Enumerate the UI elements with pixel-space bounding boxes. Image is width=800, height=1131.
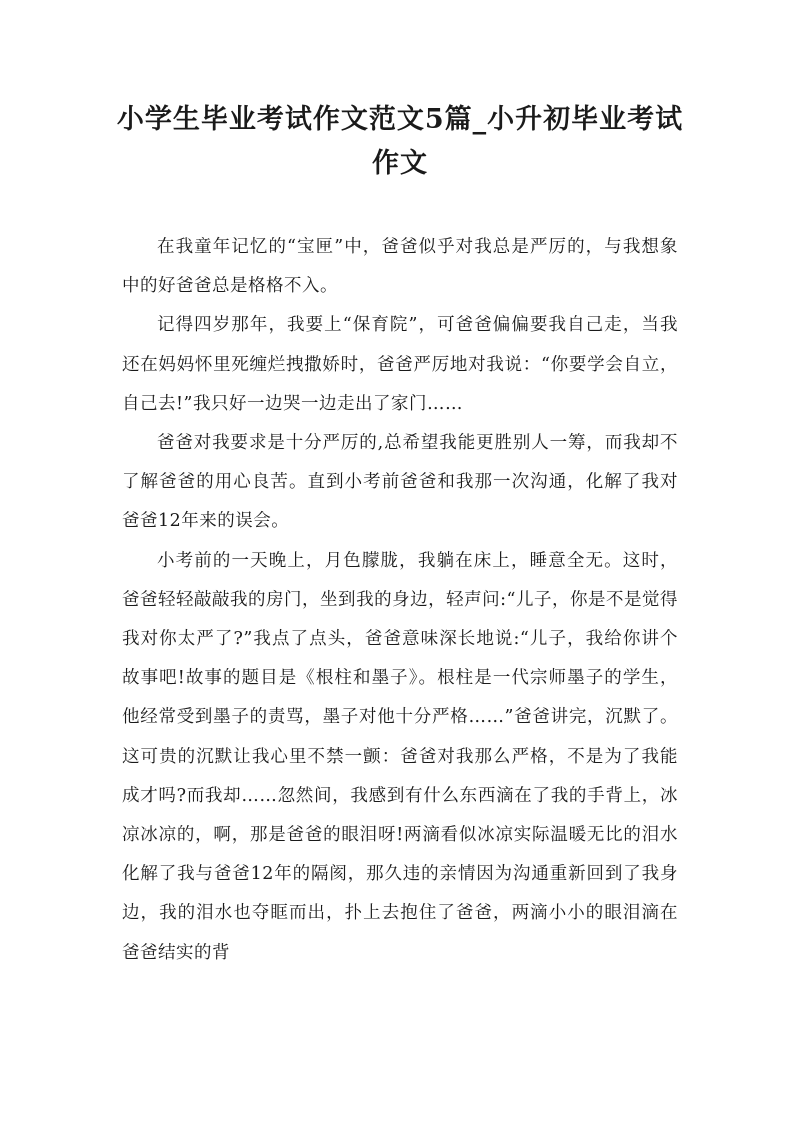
paragraph-3: 爸爸对我要求是十分严厉的,总希望我能更胜别人一筹，而我却不了解爸爸的用心良苦。直到小考前爸爸和我那一次沟通，化解了我对爸爸12年来的误会。 [122,433,678,532]
paragraph-2: 记得四岁那年，我要上“保育院”，可爸爸偏偏要我自己走，当我还在妈妈怀里死缠烂拽撒娇时，爸爸严厉地对我说：“你要学会自立，自己去!”我只好一边哭一边走出了家门…… [122,315,678,414]
paragraph-4: 小考前的一天晚上，月色朦胧，我躺在床上，睡意全无。这时，爸爸轻轻敲敲我的房门，坐到我的身边，轻声问:“儿子，你是不是觉得我对你太严了?”我点了点头，爸爸意味深长地说:“儿子，我给你讲个故事吧!故事的题目是《根柱和墨子》。根柱是一代宗师墨子的学生，他经常受到墨子的责骂，墨子对他十分严格……”爸爸讲完，沉默了。这可贵的沉默让我心里不禁一颤：爸爸对我那么严格，不是为了我能成才吗?而我却……忽然间，我感到有什么东西滴在了我的手背上，冰凉冰凉的，啊，那是爸爸的眼泪呀!两滴看似冰凉实际温暖无比的泪水化解了我与爸爸12年的隔阂，那久违的亲情因为沟通重新回到了我身边，我的泪水也夺眶而出，扑上去抱住了爸爸，两滴小小的眼泪滴在爸爸结实的背 [122,550,678,963]
document-body [122,228,678,973]
paragraph-1: 在我童年记忆的“宝匣”中，爸爸似乎对我总是严厉的，与我想象中的好爸爸总是格格不入。 [122,237,678,297]
document-title: 小学生毕业考试作文范文5篇_小升初毕业考试作文 [116,104,684,179]
